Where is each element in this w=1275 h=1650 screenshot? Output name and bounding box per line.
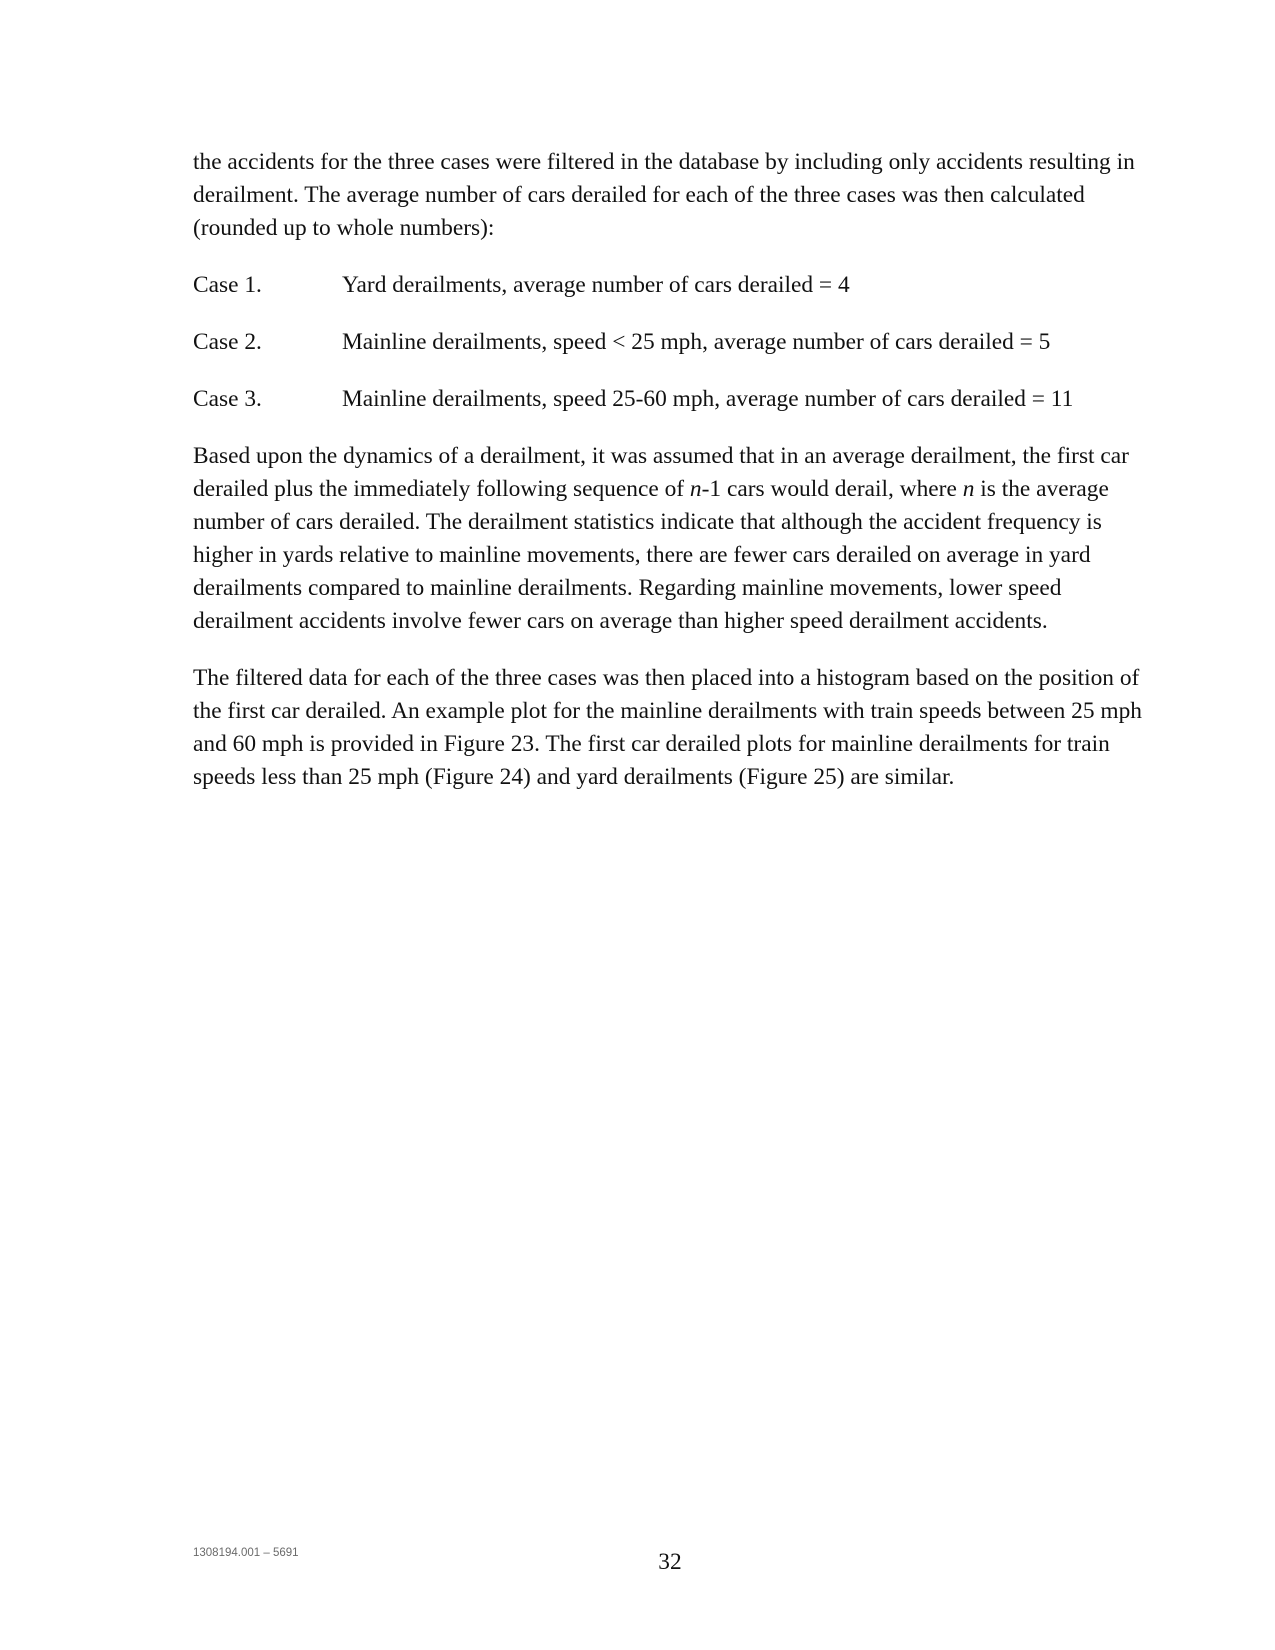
case-text: Yard derailments, average number of cars derailed = 4 — [342, 272, 850, 298]
document-id: 1308194.001 – 5691 — [193, 1547, 299, 1559]
histogram-paragraph: The filtered data for each of the three cases was then placed into a histogram based on the position of the first car derailed. An example plot for the mainline derailments with train speeds between 25 mph and 60 mph is provided in Figure 23. The first car derailed plots for mainline derailments for train speeds less than 25 mph (Figure 24) and yard derailments (Figure 25) are similar. — [193, 665, 1142, 790]
variable-n: n — [962, 476, 975, 502]
dynamics-text-part2: -1 cars would derail, where — [701, 476, 963, 502]
case-list — [193, 269, 1153, 416]
case-text: Mainline derailments, speed 25-60 mph, average number of cars derailed = 11 — [342, 386, 1074, 412]
case-label: Case 3. — [193, 386, 262, 412]
case-label: Case 1. — [193, 272, 262, 298]
dynamics-paragraph — [193, 440, 1153, 638]
case-item — [193, 383, 1153, 416]
body-text — [193, 146, 1153, 794]
intro-paragraph: the accidents for the three cases were filtered in the database by including only accidents resulting in derailment. The average number of cars derailed for each of the three cases was then calculated (rounded up to whole numbers): — [193, 149, 1135, 241]
case-label: Case 2. — [193, 329, 262, 355]
variable-n: n — [689, 476, 702, 502]
case-text: Mainline derailments, speed < 25 mph, average number of cars derailed = 5 — [342, 329, 1051, 355]
page-number: 32 — [658, 1549, 682, 1575]
case-item — [193, 326, 1153, 359]
case-item — [193, 269, 1153, 302]
dynamics-text-part3: is the average number of cars derailed. The derailment statistics indicate that although the accident frequency is higher in yards relative to mainline movements, there are fewer cars derailed on average in yard derailments compared to mainline derailments. Regarding mainline movements, lower speed derailment accidents involve fewer cars on average than higher speed derailment accidents. — [193, 476, 1109, 634]
dynamics-text-part1: Based upon the dynamics of a derailment, it was assumed that in an average derailment, the first car derailed plus the immediately following sequence of — [193, 443, 1129, 502]
